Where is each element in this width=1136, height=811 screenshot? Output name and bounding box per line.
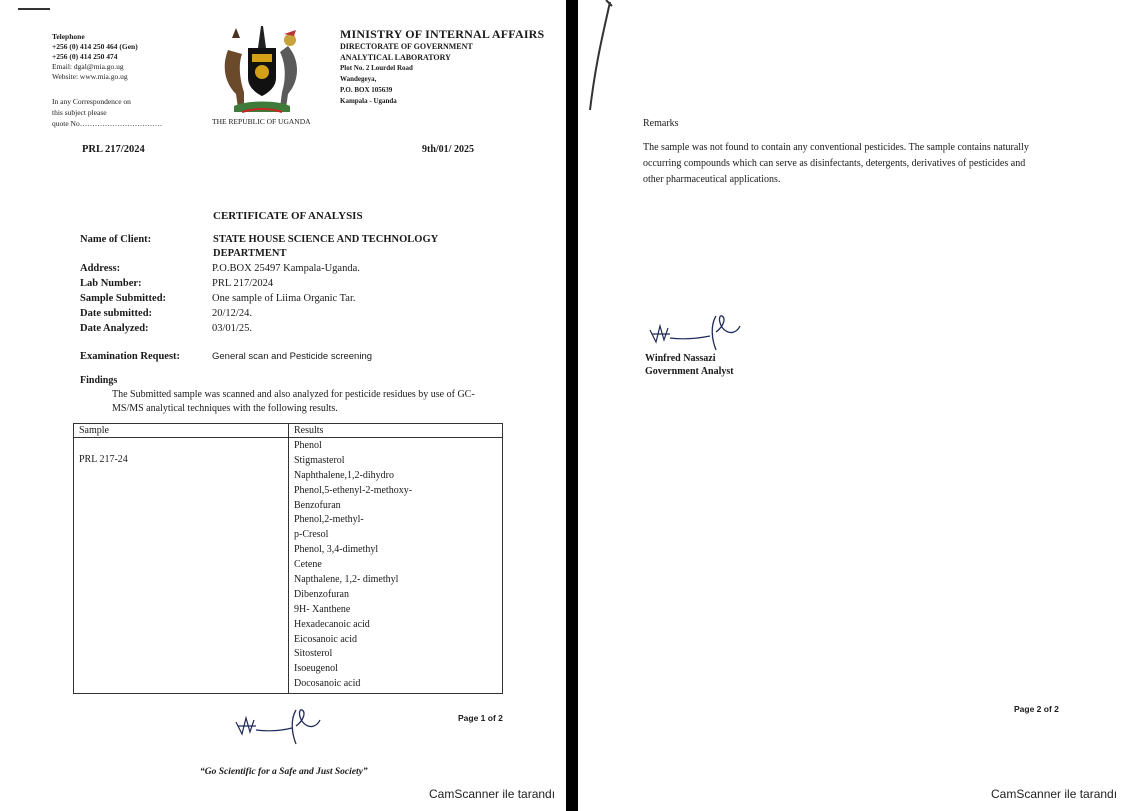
field-label-sample: Sample Submitted: xyxy=(80,293,167,304)
field-value-sample: One sample of Liima Organic Tar. xyxy=(212,293,356,304)
field-value-date-analyzed: 03/01/25. xyxy=(212,323,252,334)
result-item: Benzofuran xyxy=(294,499,341,511)
field-value-client-2: DEPARTMENT xyxy=(213,248,287,259)
area-address: Wandegeya, xyxy=(340,75,377,83)
result-item: Naphthalene,1,2-dihydro xyxy=(294,469,394,481)
ministry-block xyxy=(340,28,544,107)
remarks-line-3: other pharmaceutical applications. xyxy=(643,174,781,185)
directorate: DIRECTORATE OF GOVERNMENT xyxy=(340,42,473,51)
scan-edge-mark xyxy=(584,0,614,112)
result-item: Isoeugenol xyxy=(294,663,338,675)
exam-label: Examination Request: xyxy=(80,351,181,362)
result-item: Cetene xyxy=(294,559,322,571)
correspondence-note xyxy=(52,96,162,129)
result-item: Hexadecanoic acid xyxy=(294,618,370,630)
issue-date: 9th/01/ 2025 xyxy=(422,144,474,155)
page-1 xyxy=(0,0,566,811)
exam-value: General scan and Pesticide screening xyxy=(212,351,373,362)
scanner-watermark-2: CamScanner ile tarandı xyxy=(991,787,1118,801)
reference-number: PRL 217/2024 xyxy=(82,144,145,155)
email: Email: dgal@mia.go.ug xyxy=(52,62,124,71)
field-label-date-analyzed: Date Analyzed: xyxy=(80,323,149,334)
signatory-name: Winfred Nassazi xyxy=(645,353,716,364)
signatory-title: Government Analyst xyxy=(645,366,734,377)
coat-of-arms-icon xyxy=(214,20,310,118)
sample-id: PRL 217-24 xyxy=(74,438,289,694)
page-number-2: Page 2 of 2 xyxy=(1014,704,1059,714)
remarks-heading: Remarks xyxy=(643,118,679,129)
motto: “Go Scientific for a Safe and Just Society” xyxy=(200,767,368,777)
correspondence-line-1: In any Correspondence on xyxy=(52,97,131,106)
field-value-client: STATE HOUSE SCIENCE AND TECHNOLOGY xyxy=(213,234,439,245)
telephone-label: Telephone xyxy=(52,32,85,41)
signature-icon xyxy=(232,704,324,748)
signature-icon xyxy=(646,310,746,354)
plot-address: Plot No. 2 Lourdel Road xyxy=(340,64,413,72)
table-header-row xyxy=(74,424,503,438)
po-box: P.O. BOX 105639 xyxy=(340,86,393,94)
remarks-line-2: occurring compounds which can serve as disinfectants, detergents, derivatives of pesticides and xyxy=(643,158,1026,169)
field-label-date-submitted: Date submitted: xyxy=(80,308,153,319)
remarks-text xyxy=(643,140,1029,188)
ministry-name: MINISTRY OF INTERNAL AFFAIRS xyxy=(340,27,545,41)
scanner-watermark-1: CamScanner ile tarandı xyxy=(429,787,556,801)
result-item: Phenol, 3,4-dimethyl xyxy=(294,544,379,556)
findings-text-1: The Submitted sample was scanned and also analyzed for pesticide residues by use of GC- xyxy=(112,389,475,400)
result-item: Napthalene, 1,2- dimethyl xyxy=(294,574,399,586)
result-item: Docosanoic acid xyxy=(294,678,361,690)
page-number-1: Page 1 of 2 xyxy=(458,713,503,723)
lab-name: ANALYTICAL LABORATORY xyxy=(340,53,451,62)
field-value-address: P.O.BOX 25497 Kampala-Uganda. xyxy=(212,263,360,274)
result-item: p-Cresol xyxy=(294,529,329,541)
field-value-date-submitted: 20/12/24. xyxy=(212,308,252,319)
findings-heading: Findings xyxy=(80,375,118,386)
correspondence-line-2: this subject please xyxy=(52,108,107,117)
scan-mark xyxy=(18,8,50,10)
field-label-client: Name of Client: xyxy=(80,234,152,245)
results-cell xyxy=(289,438,503,694)
result-item: Dibenzofuran xyxy=(294,588,349,600)
correspondence-line-3: quote No…………………………… xyxy=(52,119,163,128)
result-item: Phenol,5-ethenyl-2-methoxy- xyxy=(294,484,413,496)
header-sample: Sample xyxy=(74,424,289,438)
result-item: Phenol,2-methyl- xyxy=(294,514,364,526)
crest-caption: THE REPUBLIC OF UGANDA xyxy=(212,117,311,126)
field-label-lab-number: Lab Number: xyxy=(80,278,142,289)
page-2 xyxy=(578,0,1136,811)
result-item: Stigmasterol xyxy=(294,454,345,466)
result-item: 9H- Xanthene xyxy=(294,603,351,615)
website: Website: www.mia.go.ug xyxy=(52,72,128,81)
result-item: Phenol xyxy=(294,440,322,451)
result-item: Sitosterol xyxy=(294,648,333,660)
page-divider xyxy=(566,0,578,811)
field-value-lab-number: PRL 217/2024 xyxy=(212,278,274,289)
table-row xyxy=(74,438,503,694)
field-label-address: Address: xyxy=(80,263,121,274)
city: Kampala - Uganda xyxy=(340,97,397,105)
phone-2: +256 (0) 414 250 474 xyxy=(52,52,118,61)
contact-block xyxy=(52,32,138,82)
phone-gen: +256 (0) 414 250 464 (Gen) xyxy=(52,42,138,51)
remarks-line-1: The sample was not found to contain any conventional pesticides. The sample contains naturally xyxy=(643,142,1029,153)
header-results: Results xyxy=(289,424,503,438)
result-item: Eicosanoic acid xyxy=(294,633,358,645)
certificate-title: CERTIFICATE OF ANALYSIS xyxy=(213,210,363,222)
results-table xyxy=(73,423,503,694)
findings-text-2: MS/MS analytical techniques with the following results. xyxy=(112,403,338,414)
